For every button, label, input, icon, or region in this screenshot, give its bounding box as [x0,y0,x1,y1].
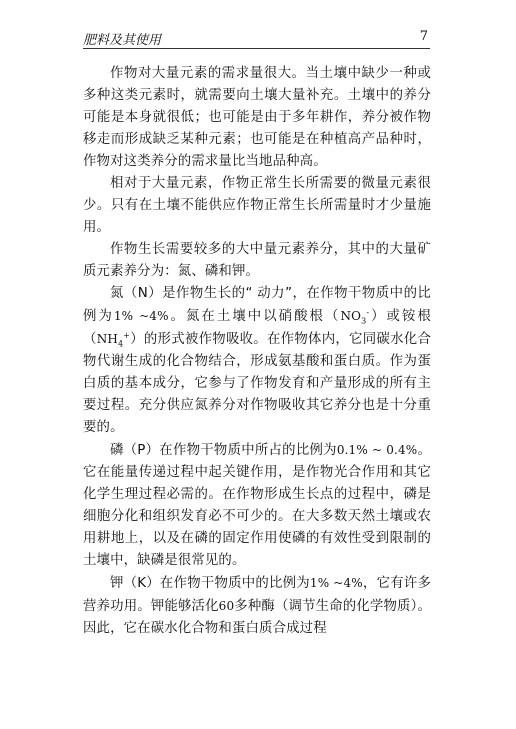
nitrogen-text-3: ）或铵根（ [83,309,431,347]
phosphorus-text-2: 。它在能量传递过程中起关键作用，是作物光合作用和其它化学生理过程必需的。在作物形成生长点的过程中，磷是细胞分化和组织发育必不可少的。在大多数天然土壤或农用耕地上，以及在磷的固定作用使磷的有效性受到限制的土壤中，缺磷是很常见的。 [83,443,432,568]
paragraph-potassium [83,572,431,640]
ammonium-formula [96,331,131,349]
nitrogen-text-2: 。氮在土壤中以硝酸根（ [168,309,341,324]
potassium-text-3: 多种酶（调节生命的化学物质）。因此，它在碳水化合物和蛋白质合成过程 [83,599,431,636]
paragraph-phosphorus [83,439,431,572]
paragraph-macronutrients: 作物对大量元素的需求量很大。当土壤中缺少一种或多种这类元素时，就需要向土壤大量补充。土壤中的养分可能是本身就很低；也可能是由于多年耕作，养分被作物移走而形成缺乏某种元素；也可能是在种植高产品种时，作物对这类养分的需求量比当地品种高。 [83,66,431,169]
nitrogen-text-1: 氮（N）是作物生长的“ 动力”，在作物干物质中的比例为 [83,286,431,324]
nitrate-charge: - [366,308,370,317]
page-number: 7 [419,29,428,44]
nitrogen-text-4: ）的形式被作物吸收。在作物体内，它同碳水化合物代谢生成的化合物结合，形成氨基酸和蛋白质。作为蛋白质的基本成分，它参与了作物发育和产量形成的所有主要过程。充分供应氮养分对作物吸收其它养分也是十分重要的。 [83,332,431,435]
book-title: 肥料及其使用 [83,33,162,48]
phosphorus-text-1: 磷（P）在作物干物质中所占的比例为 [110,443,337,458]
page-body [83,63,431,640]
paragraph-npk-intro: 作物生长需要较多的大中量元素养分，其中的大量矿质元素养分为：氮、磷和钾。 [83,242,431,279]
ammonium-charge: + [123,331,131,340]
enzyme-count: 60 [218,599,235,613]
phosphorus-range: 0.1% ~ 0.4% [336,443,418,457]
nitrate-formula [340,308,370,326]
potassium-text-1: 钾（K）在作物干物质中的比例为 [110,576,310,591]
potassium-text-2: ，它有许多营养功用。钾能够活化 [83,576,432,614]
nitrate-subscript: 3 [361,316,367,326]
running-header [83,26,430,49]
ammonium-subscript: 4 [117,339,124,349]
potassium-range: 1% ~4% [309,576,363,590]
paragraph-micronutrients: 相对于大量元素，作物正常生长所需要的微量元素很少。只有在土壤不能供应作物正常生长所需量时才少量施用。 [83,176,431,235]
nitrogen-range: 1% ~4% [113,309,169,323]
paragraph-nitrogen [83,283,431,439]
ammonium-base: NH [96,332,118,346]
nitrate-base: NO [340,309,362,323]
